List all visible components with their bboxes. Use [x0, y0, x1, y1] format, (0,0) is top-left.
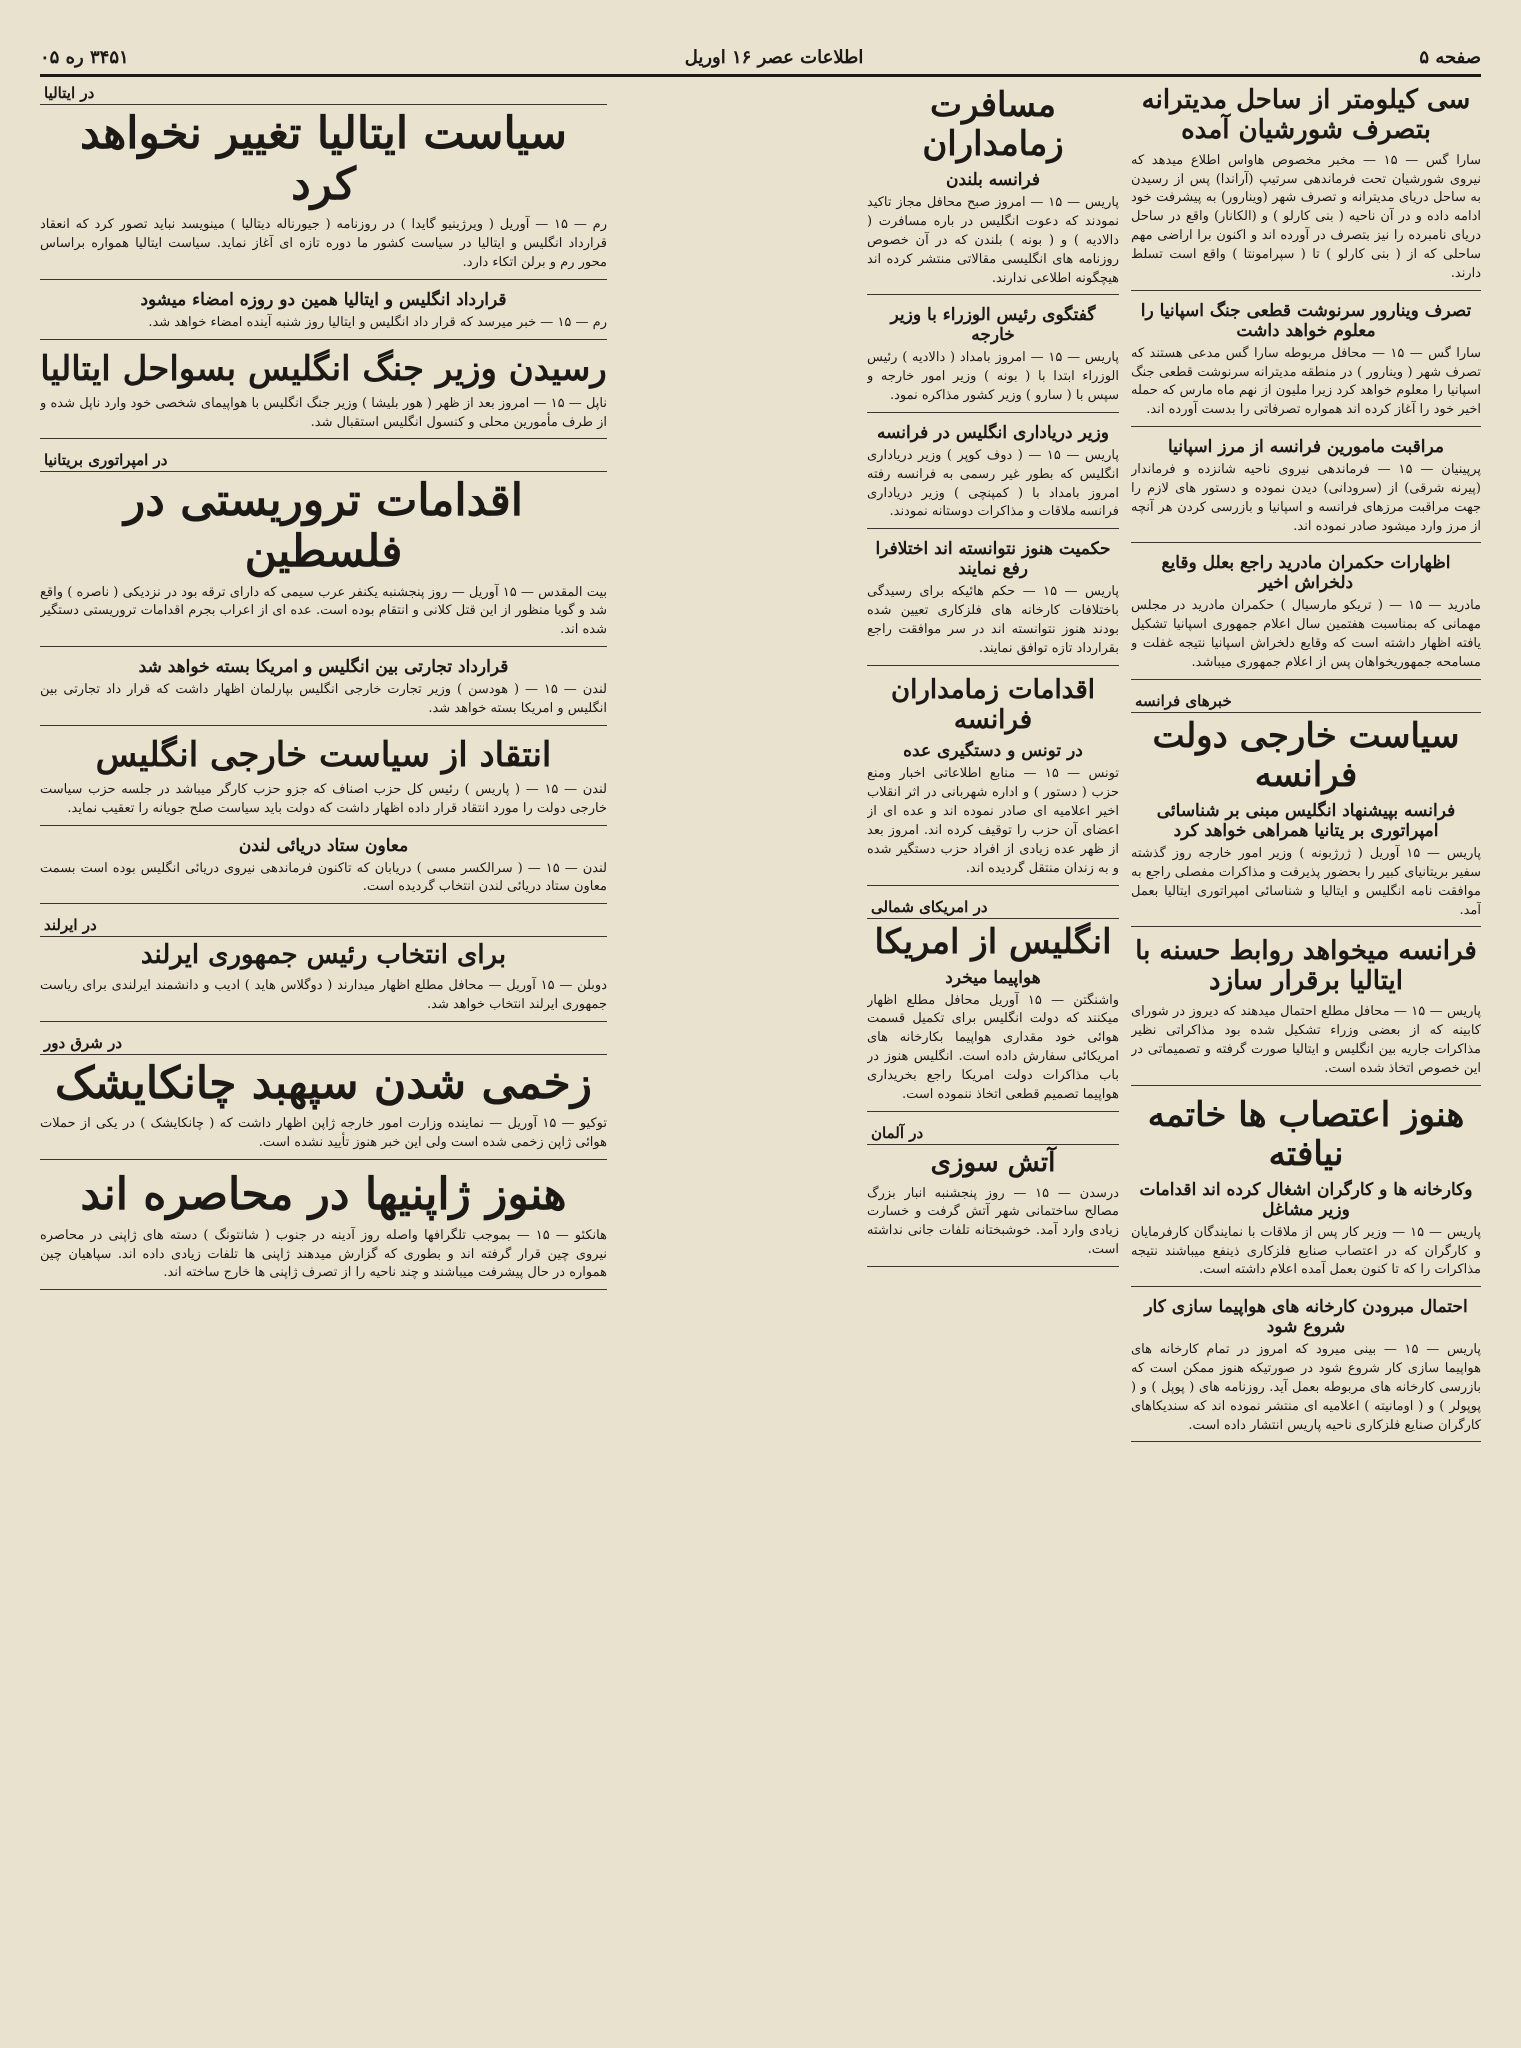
- article-subhead: هواپیما میخرد: [945, 967, 1041, 988]
- article: [1131, 301, 1481, 427]
- section-kicker: در امپراتوری بریتانیا: [40, 449, 607, 472]
- article-body: پاریس — ۱۵ آوریل ( ژرژبونه ) وزیر امور خارجه روز گذشته سفیر بریتانیای کبیر را بحضور پذیرفت و مذاکرات مفصلی راجع به موافقت نامه انگلیس و ایتالیا و شناسائی امپراتوری ایتالیا بعمل آمد.: [1131, 846, 1481, 918]
- article-headline: حکمیت هنوز نتوانسته اند اختلافرا رفع نمایند: [875, 539, 1111, 580]
- article-body: درسدن — ۱۵ — روز پنجشنبه انبار بزرگ مصالح ساختمانی شهر آتش گرفت و خسارت زیادی وارد آمد. خوشبختانه تلفات جانی نداشته است.: [867, 1185, 1119, 1258]
- article-headline: فرانسه میخواهد روابط حسنه با ایتالیا برقرار سازد: [1135, 936, 1477, 997]
- article-headline: احتمال مبرودن کارخانه های هواپیما سازی کار شروع شود: [1144, 1297, 1468, 1338]
- article: [40, 736, 607, 826]
- article: [867, 676, 1119, 886]
- article-headline: سیاست ایتالیا تغییر نخواهد کرد: [79, 108, 568, 210]
- section-kicker: در شرق دور: [40, 1032, 607, 1055]
- article: [40, 109, 607, 280]
- article-headline: انتقاد از سیاست خارجی انگلیس: [95, 734, 552, 775]
- article-headline: هنوز ژاپنیها در محاصره اند: [80, 1169, 567, 1221]
- article-body: پاریس — ۱۵ — بینی میرود که امروز در تمام کارخانه های هواپیما سازی کار شروع شود در صورتیکه هنوز ممکن است که بازرسی کارخانه های مربوطه بعمل آید. روزنامه های ( پوپل ) و ( پوپولر ) و ( اومانیته ) اعلامیه ای منتشر نموده اند که سندیکاهای کارگران صنایع فلزکاری ناحیه پاریس انتشار داده است.: [1131, 1342, 1481, 1433]
- article-body: بیت المقدس — ۱۵ آوریل — روز پنجشنبه یکنفر عرب سیمی که دارای ترقه بود در نزدیکی ( ناصره ) واقع شد و گویا منظور از این قتل کلانی و انتقام بوده است. عده ای از اعراب بجرم اقدامات تروریستی دستگیر شده اند.: [40, 584, 607, 638]
- article-headline: قرارداد انگلیس و ایتالیا همین دو روزه امضاء میشود: [140, 289, 507, 310]
- article: [1131, 937, 1481, 1085]
- article-body: سارا گس — ۱۵ — محافل مربوطه سارا گس مدعی هستند که تصرف شهر ( وینارور ) در منطقه مدیترانه سرنوشت قطعی جنگ اسپانیا را معلوم خواهد کرد زیرا ملیون از نهم ماه مارس که حمله اخیر خود را آغاز کرده اند همواره تصرفاتی را بدست آورده اند.: [1131, 345, 1481, 418]
- article-headline: گفتگوی رئیس الوزراء با وزیر خارجه: [890, 305, 1096, 346]
- page-number: صفحه ۵: [1419, 46, 1481, 68]
- article-headline: معاون ستاد دریائی لندن: [238, 835, 409, 856]
- article-body: پاریس — ۱۵ — محافل مطلع احتمال میدهند که دیروز در شورای کابینه که از بعضی وزراء تشکیل شده بود مذاکراتی نظیر مذاکرات جاریه بین انگلیس و ایتالیا صورت گرفته و تصمیماتی در این خصوص اتخاذ شده است.: [1131, 1004, 1481, 1076]
- section-kicker: در آلمان: [867, 1122, 1119, 1145]
- article-body: هانکئو — ۱۵ — بموجب تلگرافها واصله روز آدینه در جنوب ( شانتونگ ) دسته های ژاپنی در محاصره نیروی چین قرار گرفته اند و بطوری که گزارش میدهند ژاپنی ها تلفات زیادی داده اند. سپاهیان چین همواره در حال پیشرفت میباشند و چند ناحیه را از تصرف ژاپنی ها خارج ساخته اند.: [40, 1227, 607, 1281]
- article: [867, 1149, 1119, 1267]
- article: [867, 923, 1119, 1112]
- article-subhead: فرانسه بلندن: [945, 170, 1041, 191]
- article-headline: زخمی شدن سپهبد چانکایشک: [54, 1057, 593, 1109]
- article: [40, 941, 607, 1022]
- article-body: ناپل — ۱۵ — امروز بعد از ظهر ( هور بلیشا ) وزیر جنگ انگلیس با هواپیمای شخصی خود وارد ناپل شده و از طرف مأمورین محلی و کنسول انگلیس استقبال شد.: [40, 395, 607, 430]
- article-body: پرپینیان — ۱۵ — فرماندهی نیروی ناحیه شانزده و فرماندار (پیرنه شرقی) از (سرودانی) دیدن نموده و دستور های لازم را جهت مراقبت مرزهای فرانسه و اسپانیا و بازرسی کردن هر آنچه از مرز وارد میشود صادر نموده اند.: [1131, 462, 1481, 534]
- column-right: [1131, 82, 1481, 2018]
- article-headline: رسیدن وزیر جنگ انگلیس بسواحل ایتالیا: [40, 348, 607, 389]
- article-headline: مسافرت زمامداران: [922, 85, 1064, 165]
- article-body: دوبلن — ۱۵ آوریل — محافل مطلع اظهار میدارند ( دوگلاس هاید ) ادیب و دانشمند ایرلندی برای ریاست جمهوری ایرلند انتخاب خواهد شد.: [40, 978, 607, 1012]
- article-body: لندن — ۱۵ — ( پاریس ) رئیس کل حزب اصناف که جزو حزب کارگر میباشد در جلسه حزب سیاست خارجی دولت را مورد انتقاد قرار داده اظهار داشت که دولت باید سیاست صلح جویانه را تعقیب نماید.: [40, 781, 607, 816]
- paper-title: اطلاعات عصر ۱۶ اوریل: [684, 46, 864, 68]
- article-body: پاریس — ۱۵ — ( دوف کوپر ) وزیر دریاداری انگلیس که بطور غیر رسمی به فرانسه رفته امروز بامداد با ( کمپنچی ) وزیر دریاداری فرانسه ملاقات و مذاکرات دوستانه نمودند.: [867, 447, 1119, 520]
- article-headline: مراقبت مامورین فرانسه از مرز اسپانیا: [1168, 437, 1444, 458]
- article-body: لندن — ۱۵ — ( هودسن ) وزیر تجارت خارجی انگلیس بپارلمان اظهار داشت که قرار داد تجارتی بین انگلیس و امریکا بسته خواهد شد.: [40, 682, 607, 716]
- article: [40, 657, 607, 726]
- article-body: پاریس — ۱۵ — حکم هائیکه برای رسیدگی باختلافات کارخانه های فلزکاری تعیین شده بودند هنوز نتوانسته اند در سر موافقت راجع بقرارداد تازه توافق نمایند.: [867, 584, 1119, 656]
- article: [867, 539, 1119, 665]
- article: [1131, 553, 1481, 679]
- article: [40, 836, 607, 905]
- article: [40, 1170, 607, 1290]
- article: [1131, 717, 1481, 928]
- article-body: واشنگتن — ۱۵ آوریل محافل مطلع اظهار میکنند که دولت انگلیس برای تکمیل قسمت هوائی خود مقداری هواپیما بکارخانه های امریکائی سفارش داده است. انگلیس هنوز در باب مذاکرات دولت امریکا راجع بخریداری هواپیما تصمیم قطعی اتخاذ ننموده است.: [867, 992, 1119, 1102]
- article-headline: اقدامات تروریستی در فلسطین: [124, 475, 523, 577]
- article-headline: برای انتخاب رئیس جمهوری ایرلند: [140, 940, 507, 971]
- article: [1131, 1297, 1481, 1442]
- article-body: رم — ۱۵ — خبر میرسد که قرار داد انگلیس و ایتالیا روز شنبه آینده امضاء خواهد شد.: [148, 314, 607, 330]
- article: [867, 305, 1119, 413]
- article-headline: سیاست خارجی دولت فرانسه: [1152, 715, 1460, 795]
- article-headline: هنوز اعتصاب ها خاتمه نیافته: [1147, 1094, 1465, 1174]
- column-left: [40, 82, 607, 2018]
- section-kicker: در ایرلند: [40, 914, 607, 937]
- article-headline: آتش سوزی: [930, 1147, 1056, 1178]
- article-subhead: در تونس و دستگیری عده: [903, 741, 1083, 762]
- article: [1131, 1096, 1481, 1288]
- article-body: لندن — ۱۵ — ( سرالکسر مسی ) دریابان که تاکنون فرماندهی نیروی دریائی انگلیس بوده است بسمت معاون ستاد دریائی لندن انتخاب گردیده است.: [40, 860, 607, 895]
- issue-number: ۳۴۵۱ ره ۰۵: [40, 46, 129, 68]
- article: [1131, 86, 1481, 291]
- column-center-right: [867, 82, 1119, 2018]
- article-body: پاریس — ۱۵ — امروز صبح محافل مجاز تاکید نمودند که دعوت انگلیس در باره مسافرت ( دالادیه ) و ( بونه ) بلندن که در آن خصوص روزنامه های انگلیسی مقالاتی منتشر کرده اند هیچگونه اطلاعی ندارند.: [867, 195, 1119, 286]
- article-body: رم — ۱۵ — آوریل ( ویرژینیو گایدا ) در روزنامه ( جیورناله دیتالیا ) مینویسد نباید تصور کرد که انعقاد قرارداد انگلیس و ایتالیا در سیاست کشور ما دوره تازه ای آغاز نماید. سیاست ایتالیا همواره براساس محور رم و برلن اتکاء دارد.: [40, 217, 607, 270]
- article: [867, 86, 1119, 295]
- article-headline: قرارداد تجارتی بین انگلیس و امریکا بسته خواهد شد: [138, 657, 509, 678]
- article-headline: سی کیلومتر از ساحل مدیترانه بتصرف شورشیان آمده: [1141, 85, 1471, 145]
- section-kicker: در ایتالیا: [40, 82, 607, 105]
- article: [40, 350, 607, 440]
- section-kicker: در امریکای شمالی: [867, 896, 1119, 919]
- article-body: سارا گس — ۱۵ — مخبر مخصوص هاواس اطلاع میدهد که نیروی شورشیان تحت فرماندهی سرتیپ (آراندا) پس از رسیدن به ساحل دریای مدیترانه و تصرف شهر (وینارور) به پیشرفت خود ادامه داده و در آن ناحیه ( بنی کارلو ) و (الکانار) واقع در ساحل دریای نامبرده را نیز بتصرف در آورده اند و اکنون برا اراضی مهم ساحلی که از ( بنی کارلو ) تا ( سپرامونتا ) واقع است تسلط دارند.: [1131, 152, 1481, 281]
- article: [867, 423, 1119, 529]
- article-body: توکیو — ۱۵ آوریل — نماینده وزارت امور خارجه ژاپن اظهار داشت که ( چانکایشک ) در یکی از حملات هوائی ژاپن زخمی شده است ولی این خبر هنوز تأیید نشده است.: [40, 1116, 607, 1151]
- article-headline: وزیر دریاداری انگلیس در فرانسه: [877, 422, 1109, 443]
- article: [40, 1059, 607, 1160]
- article: [40, 290, 607, 340]
- article: [40, 476, 607, 647]
- article-headline: تصرف وینارور سرنوشت قطعی جنگ اسپانیا را معلوم خواهد داشت: [1140, 300, 1472, 341]
- article-headline: اقدامات زمامداران فرانسه: [891, 674, 1095, 735]
- article-subhead: وکارخانه ها و کارگران اشغال کرده اند اقدامات وزیر مشاغل: [1139, 1179, 1473, 1220]
- article: [1131, 437, 1481, 543]
- article-headline: اظهارات حکمران مادرید راجع بعلل وقایع دلخراش اخیر: [1161, 553, 1451, 594]
- article-body: تونس — ۱۵ — منابع اطلاعاتی اخبار ومنع حزب ( دستور ) و اداره شهربانی در اثر انقلاب اخیر اعلامیه ای صادر نموده اند و عده ای از اعضای آن حزب را توقیف کرده اند. امروز بعد از ظهر عده زیادی از افراد حزب دستگیر شده و به زندان منتقل گردیده اند.: [867, 766, 1119, 876]
- article-body: مادرید — ۱۵ — ( تریکو مارسیال ) حکمران مادرید در مجلس مهمانی که بمناسبت هفتمین سال اعلام جمهوری اسپانیا تشکیل یافته اظهار داشته است که وقایع دلخراش اسپانیا نتیجه غفلت و مسامحه جمهوریخواهان پس از اعلام جمهوری میباشد.: [1131, 598, 1481, 670]
- section-kicker: خبرهای فرانسه: [1131, 690, 1481, 713]
- article-subhead: فرانسه بپیشنهاد انگلیس مبنی بر شناسائی امپراتوری بر یتانیا همراهی خواهد کرد: [1156, 801, 1456, 841]
- article-body: پاریس — ۱۵ — وزیر کار پس از ملاقات با نمایندگان کارفرمایان و کارگران که در اعتصاب صنایع فلزکاری ذینفع میباشند نتیجه مذاکرات را که تا کنون بعمل آمده اعلام داشته است.: [1131, 1224, 1481, 1278]
- article-body: پاریس — ۱۵ — امروز بامداد ( دالادیه ) رئیس الوزراء ابتدا با ( بونه ) وزیر امور خارجه و سپس با ( سارو ) وزیر کشور مذاکره نمود.: [867, 350, 1119, 404]
- masthead: [40, 40, 1481, 77]
- article-headline: انگلیس از امریکا: [874, 921, 1112, 962]
